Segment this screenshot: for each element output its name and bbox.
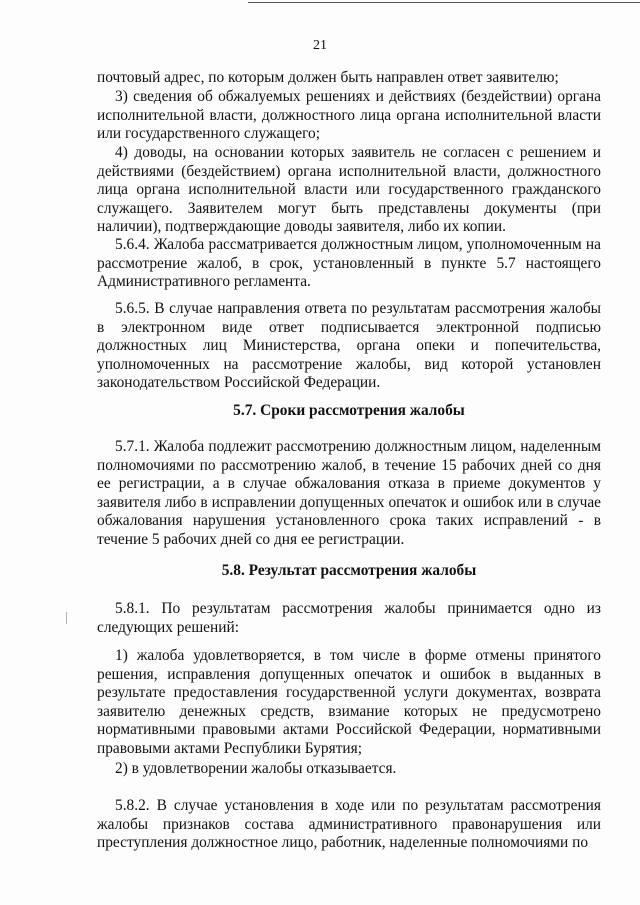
section-heading-5-8: 5.8. Результат рассмотрения жалобы bbox=[221, 562, 477, 579]
paragraph-5-8-1: 5.8.1. По результатам рассмотрения жалобы принимается одно из следующих решений: bbox=[97, 600, 601, 636]
paragraph-item-3: 3) сведения об обжалуемых решениях и действиях (бездействии) органа исполнительной власти, должностного лица органа исполнительной власти или государственного служащего; bbox=[97, 88, 601, 143]
paragraph-5-7-1: 5.7.1. Жалоба подлежит рассмотрению должностным лицом, наделенным полномочиями по рассмотрению жалоб, в течение 15 рабочих дней со дня ее регистрации, а в случае обжалования отказа в приеме документов у заявителя либо в исправлении допущенных опечаток и ошибок или в случае обжалования нарушения установленного срока таких исправлений - в течение 5 рабочих дней со дня ее регистрации. bbox=[97, 438, 601, 548]
page-number: 21 bbox=[313, 38, 327, 53]
paragraph-postal-address: почтовый адрес, по которым должен быть направлен ответ заявителю; bbox=[97, 69, 559, 86]
paragraph-5-8-1-item-1: 1) жалоба удовлетворяется, в том числе в форме отмены принятого решения, исправления допущенных опечаток и ошибок в выданных в результате предоставления государственной услуги документах, возврата заявителю денежных средств, взимание которых не предусмотрено нормативными правовыми актами Российской Федерации, нормативными правовыми актами Республики Бурятия; bbox=[97, 647, 601, 757]
paragraph-5-8-2: 5.8.2. В случае установления в ходе или по результатам рассмотрения жалобы признаков состава административного правонарушения или преступления должностное лицо, работник, наделенные полномочиями по bbox=[97, 797, 601, 852]
header-rule bbox=[248, 2, 640, 3]
paragraph-5-8-1-item-2: 2) в удовлетворении жалобы отказывается. bbox=[115, 760, 397, 777]
paragraph-5-6-4: 5.6.4. Жалоба рассматривается должностным лицом, уполномоченным на рассмотрение жалоб, в срок, установленный в пункте 5.7 настоящего Административного регламента. bbox=[97, 236, 601, 291]
margin-mark bbox=[66, 612, 67, 624]
paragraph-item-4: 4) доводы, на основании которых заявитель не согласен с решением и действиями (бездействием) органа исполнительной власти, должностного лица органа исполнительной власти или государственного гражданского служащего. Заявителем могут быть представлены документы (при наличии), подтверждающие доводы заявителя, либо их копии. bbox=[97, 144, 601, 236]
section-heading-5-7: 5.7. Сроки рассмотрения жалобы bbox=[233, 402, 465, 419]
paragraph-5-6-5: 5.6.5. В случае направления ответа по результатам рассмотрения жалобы в электронном виде ответ подписывается электронной подписью должностных лиц Министерства, органа опеки и попечительства, уполномоченных на рассмотрение жалобы, вид которой установлен законодательством Российской Федерации. bbox=[97, 300, 601, 392]
